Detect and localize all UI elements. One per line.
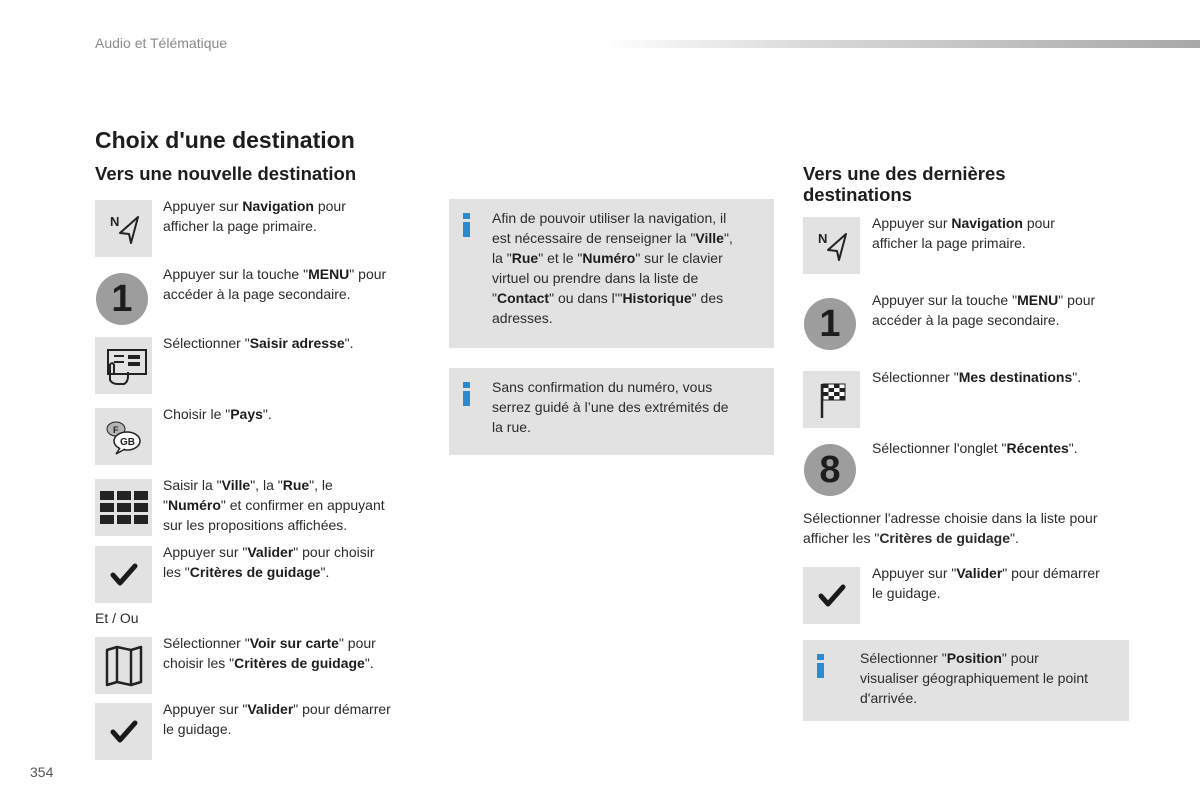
step-8-circle: 8	[804, 444, 856, 496]
page-number: 354	[30, 764, 54, 780]
left-step-country-text: Choisir le "Pays".	[163, 406, 272, 422]
right-step-recent-text: Sélectionner l'onglet "Récentes".	[872, 440, 1078, 456]
check-icon	[95, 703, 152, 760]
navigation-icon	[803, 217, 860, 274]
header-title: Audio et Télématique	[95, 35, 228, 51]
right-step-navigation-text: Appuyer sur Navigation pour afficher la page primaire.	[872, 215, 1055, 251]
country-icon	[95, 408, 152, 465]
info-icon	[463, 382, 471, 406]
info-box-navigation-requirements	[449, 199, 774, 348]
svg-text:F: F	[112, 424, 118, 435]
right-step-destinations-text: Sélectionner "Mes destinations".	[872, 369, 1082, 385]
keyboard-icon	[95, 479, 152, 536]
step-1-circle: 1	[804, 298, 856, 350]
right-step-menu-text: Appuyer sur la touche "MENU" pour accéder à la page secondaire.	[872, 292, 1096, 328]
svg-text:GB: GB	[119, 436, 135, 448]
info-box-number-text: Sans confirmation du numéro, vous serrez guidé à l’une des extrémités de la rue.	[492, 379, 729, 435]
map-icon	[95, 637, 152, 694]
right-section-title: Vers une des dernières destinations	[803, 163, 1006, 205]
check-icon	[803, 567, 860, 624]
svg-text:N: N	[109, 213, 119, 229]
address-entry-icon	[95, 337, 152, 394]
navigation-icon	[95, 200, 152, 257]
header-gradient-bar	[600, 40, 1200, 48]
info-icon	[463, 213, 471, 237]
et-ou-label: Et / Ou	[95, 610, 139, 626]
left-step-address-text: Sélectionner "Saisir adresse".	[163, 335, 354, 351]
left-section-title: Vers une nouvelle destination	[95, 163, 357, 184]
info-icon	[817, 654, 825, 678]
page-title: Choix d'une destination	[95, 127, 355, 153]
left-step-menu-text: Appuyer sur la touche "MENU" pour accéder à la page secondaire.	[163, 266, 387, 302]
left-step-start-text: Appuyer sur "Valider" pour démarrer le guidage.	[163, 701, 391, 737]
left-step-validate-text: Appuyer sur "Valider" pour choisir les "Critères de guidage".	[163, 544, 375, 580]
svg-text:N: N	[817, 230, 827, 246]
checkered-flag-icon	[803, 371, 860, 428]
right-step-start-text: Appuyer sur "Valider" pour démarrer le guidage.	[872, 565, 1100, 601]
right-select-address-text: Sélectionner l'adresse choisie dans la liste pour afficher les "Critères de guidage".	[803, 510, 1098, 546]
check-icon	[95, 546, 152, 603]
info-box-navigation-text: Afin de pouvoir utiliser la navigation, il est nécessaire de renseigner la "Ville", la "Rue" et le "Numéro" sur le clavier virtuel ou prendre dans la liste de "Contact" ou dans l'"Historique" des adresses.	[492, 210, 733, 326]
info-box-position-text: Sélectionner "Position" pour visualiser géographiquement le point d'arrivée.	[860, 650, 1089, 706]
step-1-circle: 1	[96, 273, 148, 325]
left-step-navigation-text: Appuyer sur Navigation pour afficher la page primaire.	[163, 198, 346, 234]
left-step-keyboard-text: Saisir la "Ville", la "Rue", le "Numéro" et confirmer en appuyant sur les propositions affichées.	[163, 477, 385, 533]
info-box-position	[803, 640, 1129, 721]
info-box-number-confirmation	[449, 368, 774, 455]
left-step-map-text: Sélectionner "Voir sur carte" pour choisir les "Critères de guidage".	[163, 635, 376, 671]
